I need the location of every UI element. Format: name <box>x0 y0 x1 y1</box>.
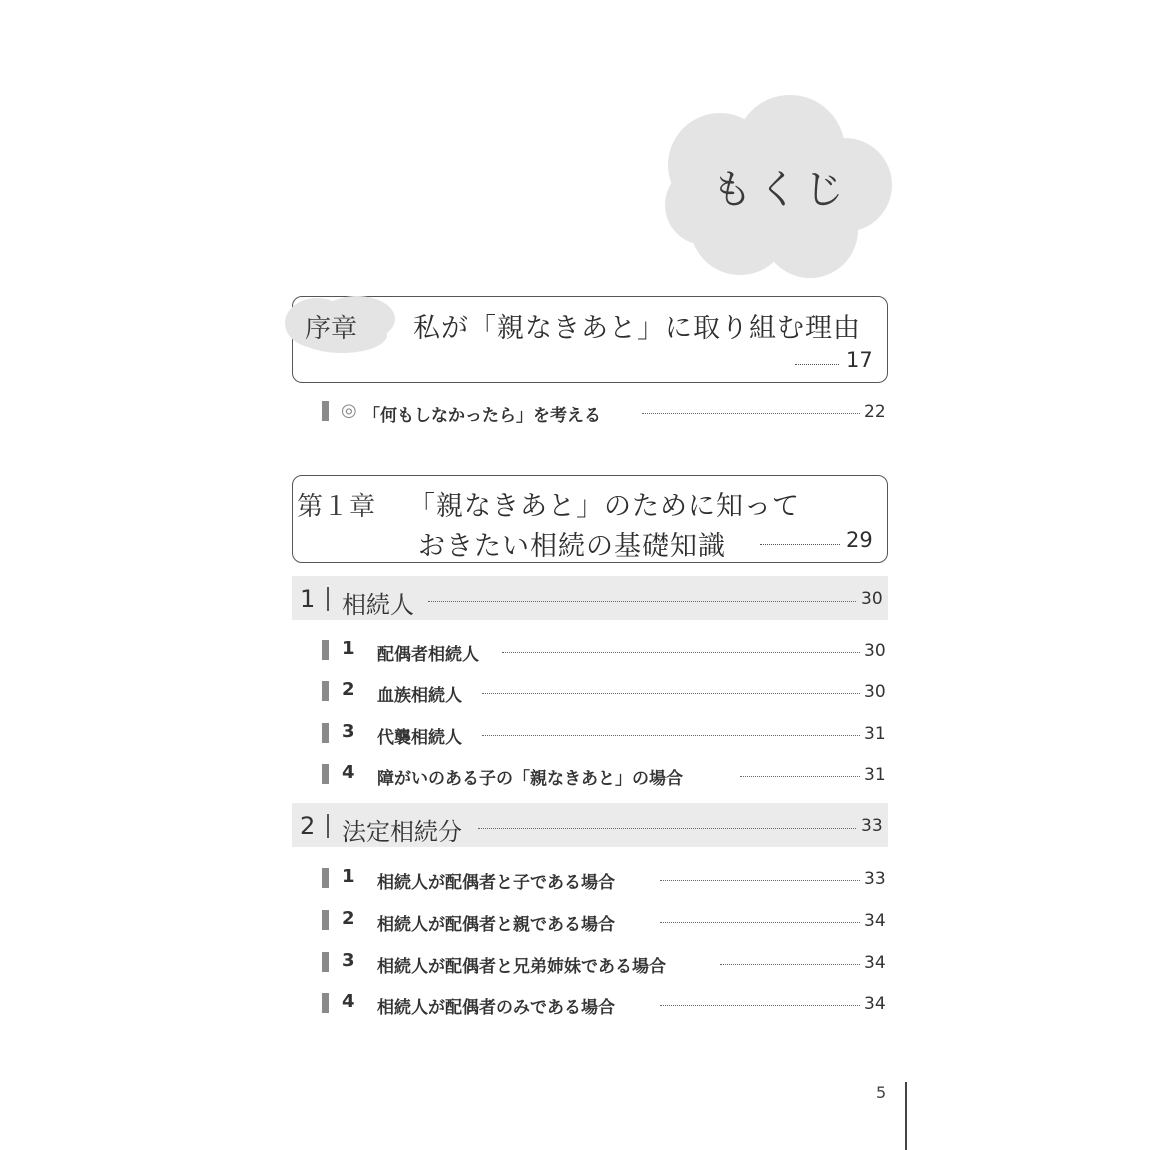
item-leader <box>482 693 860 694</box>
page-number: 5 <box>876 1083 887 1102</box>
section-leader <box>428 601 856 602</box>
prologue-label: 序章 <box>305 314 358 344</box>
item-page: 22 <box>864 402 886 422</box>
item-page: 31 <box>864 765 886 785</box>
item-marker <box>322 640 329 660</box>
item-page: 34 <box>864 911 886 931</box>
section-number: 1 <box>300 585 316 613</box>
section-separator <box>327 814 329 838</box>
section-number: 2 <box>300 812 316 840</box>
item-title: 血族相続人 <box>377 686 462 706</box>
item-number: 3 <box>342 721 355 742</box>
item-title: 相続人が配偶者と子である場合 <box>377 873 615 893</box>
chapter1-title-line1: 「親なきあと」のために知って <box>408 491 800 522</box>
item-bullet: ◎ <box>341 400 357 421</box>
item-leader <box>720 964 860 965</box>
toc-title: もくじ <box>712 167 850 213</box>
item-leader <box>642 413 860 414</box>
prologue-page: 17 <box>846 348 873 372</box>
item-number: 3 <box>342 950 355 971</box>
item-number: 4 <box>342 991 355 1012</box>
item-page: 30 <box>864 641 886 661</box>
item-page: 34 <box>864 994 886 1014</box>
item-title: 相続人が配偶者のみである場合 <box>377 998 615 1018</box>
item-leader <box>660 922 860 923</box>
prologue-title: 私が「親なきあと」に取り組む理由 <box>413 313 861 344</box>
section-separator <box>327 587 329 611</box>
item-title: 障がいのある子の「親なきあと」の場合 <box>377 769 683 789</box>
item-marker <box>322 723 329 743</box>
item-title: 「何もしなかったら」を考える <box>363 406 601 426</box>
item-marker <box>322 401 329 421</box>
chapter1-page: 29 <box>846 528 873 552</box>
item-page: 34 <box>864 953 886 973</box>
item-title: 代襲相続人 <box>377 728 462 748</box>
page-rule <box>905 1082 907 1150</box>
item-title: 相続人が配偶者と親である場合 <box>377 915 615 935</box>
item-number: 4 <box>342 762 355 783</box>
section-page: 30 <box>861 589 883 609</box>
item-leader <box>660 880 860 881</box>
chapter1-leader <box>760 544 840 545</box>
item-title: 相続人が配偶者と兄弟姉妹である場合 <box>377 957 666 977</box>
section-title: 法定相続分 <box>342 818 462 846</box>
item-number: 2 <box>342 679 355 700</box>
item-number: 1 <box>342 866 355 887</box>
item-page: 31 <box>864 724 886 744</box>
item-leader <box>502 652 860 653</box>
item-marker <box>322 952 329 972</box>
item-marker <box>322 910 329 930</box>
item-page: 33 <box>864 869 886 889</box>
item-leader <box>740 776 860 777</box>
item-leader <box>482 735 860 736</box>
item-number: 2 <box>342 908 355 929</box>
item-title: 配偶者相続人 <box>377 645 479 665</box>
item-marker <box>322 868 329 888</box>
item-page: 30 <box>864 682 886 702</box>
item-number: 1 <box>342 638 355 659</box>
section-page: 33 <box>861 816 883 836</box>
item-marker <box>322 993 329 1013</box>
item-marker <box>322 764 329 784</box>
section-title: 相続人 <box>342 591 414 619</box>
section-leader <box>478 828 856 829</box>
chapter1-label: 第１章 <box>293 486 379 523</box>
item-marker <box>322 681 329 701</box>
prologue-leader <box>795 364 839 365</box>
chapter1-title-line2: おきたい相続の基礎知識 <box>418 531 726 562</box>
item-leader <box>660 1005 860 1006</box>
